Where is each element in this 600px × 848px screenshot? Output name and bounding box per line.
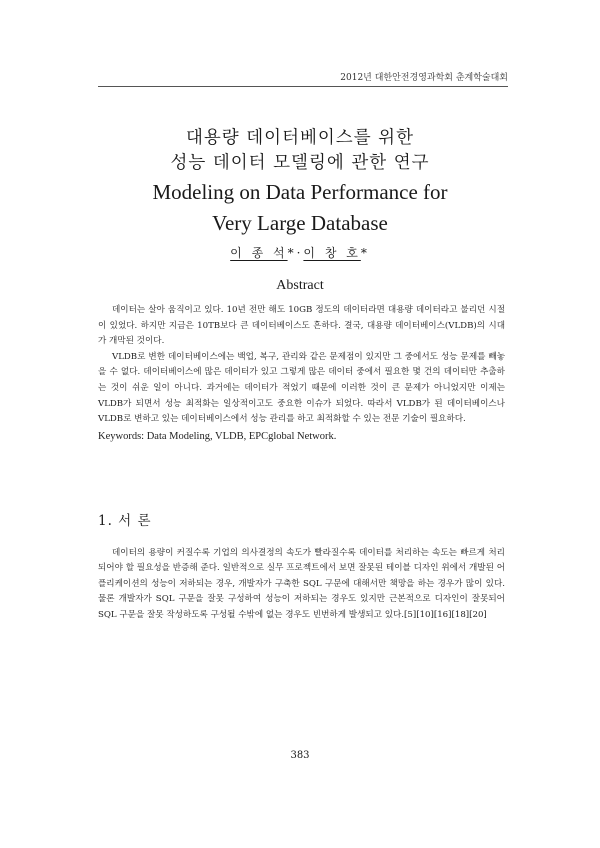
keywords: Keywords: Data Modeling, VLDB, EPCglobal Network. (98, 430, 337, 442)
header-rule (98, 86, 508, 87)
title-korean-line1: 대용량 데이터베이스를 위한 (186, 128, 414, 148)
author-mark: * (360, 246, 370, 260)
section-body-introduction (98, 546, 505, 623)
title-english-line2: Very Large Database (212, 211, 388, 235)
abstract-body (98, 303, 505, 444)
introduction-paragraph: 데이터의 용량이 커질수록 기업의 의사결정의 속도가 빨라질수록 데이터를 처리하는 속도는 빠르게 처리되어야 할 필요성을 반증해 준다. 일반적으로 실무 프로젝트에서 보면 잘못된 테이블 디자인 위에서 개발된 어플리케이션의 성능이 저하되는 경우, 개발자가 구축한 SQL 구문에 대해서만 책망을 하는 경우가 많이 있다. 물론 개발자가 SQL 구문을 잘못 구성하여 성능이 저하되는 경우도 있지만 근본적으로 디자인이 잘못되어 SQL 구문을 잘못 작성하도록 구성될 수밖에 없는 경우도 빈번하게 발생되고 있다.[5][10][16][18][20] (98, 548, 505, 620)
title-korean-line2: 성능 데이터 모델링에 관한 연구 (170, 153, 430, 173)
author-list (0, 244, 600, 261)
page-number: 383 (290, 750, 310, 761)
abstract-heading: Abstract (276, 278, 324, 293)
abstract-paragraph-1: 데이터는 살아 움직이고 있다. 10년 전만 해도 10GB 정도의 데이터라면 대용량 데이터라고 불리던 시절이 있었다. 하지만 지금은 10TB보다 큰 데이터베이스도 흔하다. 결국, 대용량 데이터베이스(VLDB)의 시대가 개막된 것이다. (98, 305, 505, 347)
abstract-paragraph-2: VLDB로 변한 데이터베이스에는 백업, 복구, 관리와 같은 문제점이 있지만 그 중에서도 성능 문제를 빼놓을 수 없다. 데이터베이스에 많은 데이터가 있고 그렇게 많은 데이터 중에서 필요한 몇 건의 데이터만 추출하는 것이 쉬운 일이 아니다. 과거에는 데이터가 적었기 때문에 이러한 것이 큰 문제가 아니었지만 이제는 VLDB가 되면서 성능 최적화는 일상적이고도 중요한 이슈가 되었다. 따라서 VLDB가 된 데이터베이스나 VLDB로 변하고 있는 데이터베이스에서 성능 관리를 하고 최적화할 수 있는 전문 기술이 필요하다. (98, 351, 505, 425)
section-heading-introduction: 1. 서 론 (98, 513, 152, 529)
author-1: 이 종 석 (230, 246, 288, 260)
author-2: 이 창 호 (303, 246, 361, 260)
title-english-line1: Modeling on Data Performance for (152, 180, 448, 204)
author-separator: *· (287, 246, 304, 260)
running-header: 2012년 대한안전경영과학회 춘계학술대회 (340, 73, 508, 83)
title-block (0, 126, 600, 238)
